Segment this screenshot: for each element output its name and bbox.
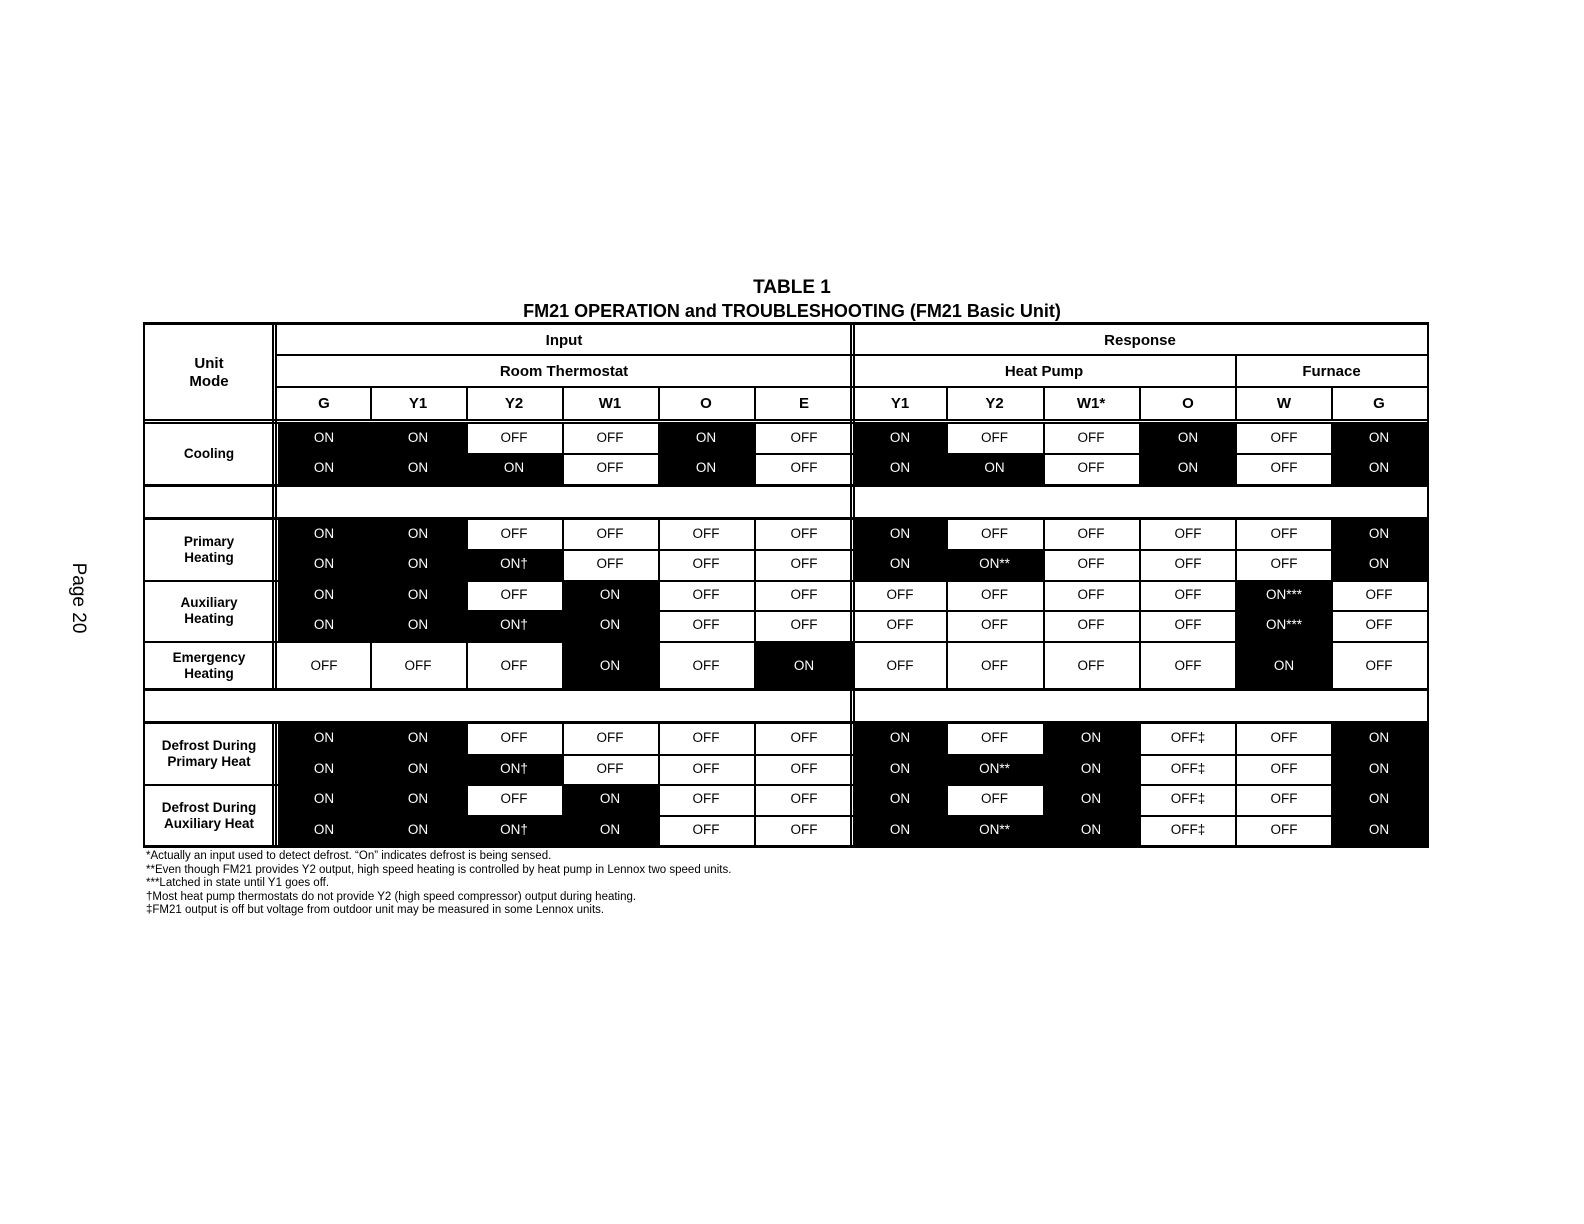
grid-line: [754, 722, 756, 848]
grid-line: [466, 422, 468, 486]
status-cell: ON: [278, 424, 370, 454]
grid-line: [1235, 355, 1237, 421]
status-cell: ON: [1331, 424, 1427, 454]
status-cell: ON: [854, 755, 946, 785]
status-cell: ON: [370, 550, 466, 580]
status-cell: ON: [562, 785, 658, 815]
status-cell: ON: [370, 755, 466, 785]
grid-line: [946, 387, 948, 420]
grid-line: [1043, 722, 1045, 848]
grid-line: [1331, 422, 1333, 486]
status-cell: ON: [278, 581, 370, 611]
status-cell: ON: [1331, 520, 1427, 550]
grid-line: [143, 322, 145, 848]
status-cell: ON: [854, 520, 946, 550]
status-cell: OFF: [1043, 520, 1139, 550]
status-cell: ON: [278, 785, 370, 815]
grid-line: [1043, 518, 1045, 690]
status-cell: OFF: [1331, 581, 1427, 611]
status-cell: ON: [278, 454, 370, 484]
grid-line: [562, 518, 564, 690]
status-cell: ON: [1237, 643, 1331, 688]
status-cell: ON**: [946, 816, 1043, 846]
status-cell: ON**: [946, 755, 1043, 785]
status-cell: OFF: [1043, 581, 1139, 611]
status-cell: OFF: [754, 611, 854, 641]
status-cell: OFF: [1139, 550, 1237, 580]
mode-label: Emergency Heating: [172, 649, 246, 681]
grid-line: [658, 387, 660, 420]
status-cell: ON: [370, 816, 466, 846]
status-cell: ON: [1043, 755, 1139, 785]
status-cell: ON†: [466, 611, 562, 641]
status-cell: OFF: [1237, 550, 1331, 580]
status-cell: OFF: [1043, 611, 1139, 641]
grid-line: [1427, 322, 1429, 848]
status-cell: OFF: [562, 755, 658, 785]
status-cell: ON: [278, 520, 370, 550]
grid-line: [1139, 422, 1141, 486]
status-cell: OFF: [754, 520, 854, 550]
status-cell: ON: [278, 724, 370, 754]
footnotes: [146, 850, 731, 918]
mode-label: Primary Heating: [183, 533, 235, 565]
status-cell: ON: [1331, 816, 1427, 846]
status-cell: OFF: [754, 724, 854, 754]
status-cell: OFF: [658, 581, 754, 611]
status-cell: ON: [370, 520, 466, 550]
column-header: O: [1182, 395, 1194, 412]
status-cell: OFF: [754, 816, 854, 846]
footnote: ***Latched in state until Y1 goes off.: [146, 877, 330, 890]
status-cell: ON: [854, 724, 946, 754]
status-cell: ON: [562, 816, 658, 846]
status-cell: OFF: [1237, 520, 1331, 550]
grid-line: [946, 518, 948, 690]
grid-line: [370, 518, 372, 690]
grid-line: [1139, 518, 1141, 690]
column-header: W1: [598, 395, 622, 412]
status-cell: OFF: [1331, 643, 1427, 688]
column-header: G: [318, 395, 330, 412]
status-cell: OFF: [658, 520, 754, 550]
status-cell: ON: [278, 611, 370, 641]
status-cell: ON: [1331, 724, 1427, 754]
status-cell: OFF: [1043, 550, 1139, 580]
status-cell: ON: [854, 424, 946, 454]
grid-line: [278, 549, 1428, 551]
grid-line: [853, 322, 855, 848]
status-cell: ON**: [946, 550, 1043, 580]
page-number: Page 20: [68, 562, 89, 634]
grid-line: [658, 722, 660, 848]
footnote: **Even though FM21 provides Y2 output, high speed heating is controlled by heat pump in Lennox two speed units.: [146, 863, 732, 876]
grid-line: [466, 518, 468, 690]
status-cell: ON: [370, 785, 466, 815]
mode-label: Defrost During Auxiliary Heat: [161, 799, 257, 831]
status-cell: ON: [754, 643, 854, 688]
status-cell: ON: [1331, 550, 1427, 580]
status-cell: OFF: [854, 581, 946, 611]
status-cell: OFF: [658, 550, 754, 580]
status-cell: OFF: [1237, 816, 1331, 846]
mode-label: Auxiliary Heating: [180, 594, 238, 626]
column-header: Y1: [408, 395, 428, 412]
status-cell: ON: [1043, 724, 1139, 754]
status-cell: OFF: [1139, 643, 1237, 688]
status-cell: ON: [278, 816, 370, 846]
grid-line: [562, 422, 564, 486]
grid-line: [1235, 722, 1237, 848]
status-cell: OFF: [658, 816, 754, 846]
grid-line: [658, 518, 660, 690]
status-cell: OFF: [658, 755, 754, 785]
input-header: Input: [545, 331, 583, 349]
response-header: Response: [1104, 331, 1176, 349]
grid-line: [1139, 722, 1141, 848]
grid-line: [1235, 422, 1237, 486]
grid-line: [562, 387, 564, 420]
status-cell: ON: [370, 581, 466, 611]
status-cell: OFF: [658, 643, 754, 688]
status-cell: OFF: [562, 424, 658, 454]
status-cell: OFF: [1331, 611, 1427, 641]
status-cell: ON: [562, 611, 658, 641]
grid-line: [1331, 722, 1333, 848]
column-header: W1*: [1076, 395, 1106, 412]
grid-line: [278, 453, 1428, 455]
grid-line: [370, 387, 372, 420]
status-cell: OFF: [1043, 454, 1139, 484]
status-cell: ON: [1139, 454, 1237, 484]
status-cell: ON†: [466, 550, 562, 580]
footnote: *Actually an input used to detect defrost. “On” indicates defrost is being sensed.: [146, 850, 552, 862]
status-cell: OFF‡: [1139, 785, 1237, 815]
status-cell: ON: [370, 424, 466, 454]
status-cell: OFF: [754, 755, 854, 785]
status-cell: ON†: [466, 816, 562, 846]
status-cell: OFF: [1237, 724, 1331, 754]
grid-line: [370, 722, 372, 848]
status-cell: OFF: [466, 785, 562, 815]
status-cell: OFF: [754, 454, 854, 484]
grid-line: [370, 422, 372, 486]
grid-line: [466, 722, 468, 848]
table-label: TABLE 1: [753, 277, 831, 298]
status-cell: ON: [854, 816, 946, 846]
status-cell: ON: [946, 454, 1043, 484]
grid-line: [754, 387, 756, 420]
status-cell: OFF: [1139, 581, 1237, 611]
status-cell: ON: [562, 643, 658, 688]
column-header: O: [700, 395, 712, 412]
grid-line: [1043, 387, 1045, 420]
grid-line: [946, 722, 948, 848]
status-cell: OFF: [754, 424, 854, 454]
status-cell: OFF: [562, 550, 658, 580]
grid-line: [275, 518, 277, 690]
status-cell: OFF: [658, 724, 754, 754]
status-cell: OFF: [1139, 520, 1237, 550]
status-cell: OFF: [658, 611, 754, 641]
grid-line: [754, 518, 756, 690]
status-cell: OFF: [946, 520, 1043, 550]
status-cell: ON: [1139, 424, 1237, 454]
status-cell: OFF: [946, 785, 1043, 815]
status-cell: OFF: [946, 643, 1043, 688]
status-cell: ON: [1331, 785, 1427, 815]
status-cell: OFF: [946, 581, 1043, 611]
status-cell: ON: [658, 424, 754, 454]
grid-line: [278, 754, 1428, 756]
status-cell: OFF: [1237, 755, 1331, 785]
grid-line: [272, 518, 274, 690]
status-cell: OFF: [562, 724, 658, 754]
status-cell: OFF: [854, 643, 946, 688]
column-header: Y1: [890, 395, 910, 412]
status-cell: OFF: [1237, 424, 1331, 454]
grid-line: [275, 386, 1428, 388]
status-cell: OFF: [754, 550, 854, 580]
status-cell: ON: [854, 550, 946, 580]
grid-line: [1043, 422, 1045, 486]
grid-line: [658, 422, 660, 486]
status-cell: OFF: [466, 724, 562, 754]
status-cell: OFF: [1139, 611, 1237, 641]
status-cell: ON: [854, 454, 946, 484]
status-cell: OFF‡: [1139, 724, 1237, 754]
grid-line: [850, 322, 852, 848]
status-cell: OFF: [1237, 454, 1331, 484]
status-cell: OFF: [1043, 424, 1139, 454]
status-cell: OFF: [658, 785, 754, 815]
status-cell: OFF: [562, 520, 658, 550]
status-cell: OFF: [466, 424, 562, 454]
mode-label: Defrost During Primary Heat: [161, 738, 257, 769]
table-title: FM21 OPERATION and TROUBLESHOOTING (FM21 Basic Unit): [523, 301, 1061, 321]
status-cell: OFF: [466, 581, 562, 611]
status-cell: OFF: [854, 611, 946, 641]
status-cell: ON: [854, 785, 946, 815]
column-header: Y2: [985, 395, 1004, 412]
grid-line: [275, 422, 277, 486]
status-cell: ON: [562, 581, 658, 611]
grid-line: [143, 322, 1429, 325]
status-cell: ON: [370, 611, 466, 641]
grid-line: [275, 354, 1428, 356]
grid-line: [278, 815, 1428, 817]
status-cell: ON***: [1237, 581, 1331, 611]
status-cell: OFF: [466, 643, 562, 688]
status-cell: ON: [278, 755, 370, 785]
grid-line: [278, 610, 1428, 612]
column-header: Y2: [504, 395, 524, 412]
status-cell: OFF: [946, 611, 1043, 641]
status-cell: ON: [658, 454, 754, 484]
grid-line: [272, 422, 274, 486]
status-cell: OFF‡: [1139, 816, 1237, 846]
status-cell: ON: [1331, 454, 1427, 484]
status-cell: ON: [1043, 785, 1139, 815]
status-cell: ON: [370, 724, 466, 754]
status-cell: OFF: [1043, 643, 1139, 688]
status-cell: OFF: [754, 581, 854, 611]
column-header: G: [1373, 395, 1385, 412]
heat-pump-header: Heat Pump: [1004, 363, 1084, 380]
status-cell: ON: [1331, 755, 1427, 785]
furnace-header: Furnace: [1302, 363, 1361, 380]
status-cell: ON: [278, 550, 370, 580]
grid-line: [946, 422, 948, 486]
room-thermostat-header: Room Thermostat: [499, 363, 629, 380]
grid-line: [1235, 518, 1237, 690]
mode-label: Cooling: [183, 445, 235, 461]
footnote: †Most heat pump thermostats do not provide Y2 (high speed compressor) output during heating.: [146, 890, 637, 903]
status-cell: OFF: [466, 520, 562, 550]
status-cell: OFF‡: [1139, 755, 1237, 785]
status-cell: ON: [1043, 816, 1139, 846]
status-cell: OFF: [946, 424, 1043, 454]
unit-mode-header: Unit Mode: [189, 355, 229, 390]
status-cell: ON***: [1237, 611, 1331, 641]
column-header: E: [798, 395, 809, 412]
grid-line: [143, 484, 145, 520]
status-cell: OFF: [1237, 785, 1331, 815]
column-header: W: [1276, 395, 1292, 412]
status-cell: ON: [466, 454, 562, 484]
status-cell: ON†: [466, 755, 562, 785]
status-cell: OFF: [754, 785, 854, 815]
status-cell: OFF: [562, 454, 658, 484]
status-cell: OFF: [946, 724, 1043, 754]
grid-line: [754, 422, 756, 486]
grid-line: [466, 387, 468, 420]
status-cell: OFF: [370, 643, 466, 688]
grid-line: [1331, 387, 1333, 420]
grid-line: [1331, 518, 1333, 690]
grid-line: [143, 688, 145, 724]
grid-line: [562, 722, 564, 848]
grid-line: [1139, 387, 1141, 420]
status-cell: OFF: [278, 643, 370, 688]
status-cell: ON: [370, 454, 466, 484]
footnote: ‡FM21 output is off but voltage from outdoor unit may be measured in some Lennox units.: [146, 904, 605, 917]
